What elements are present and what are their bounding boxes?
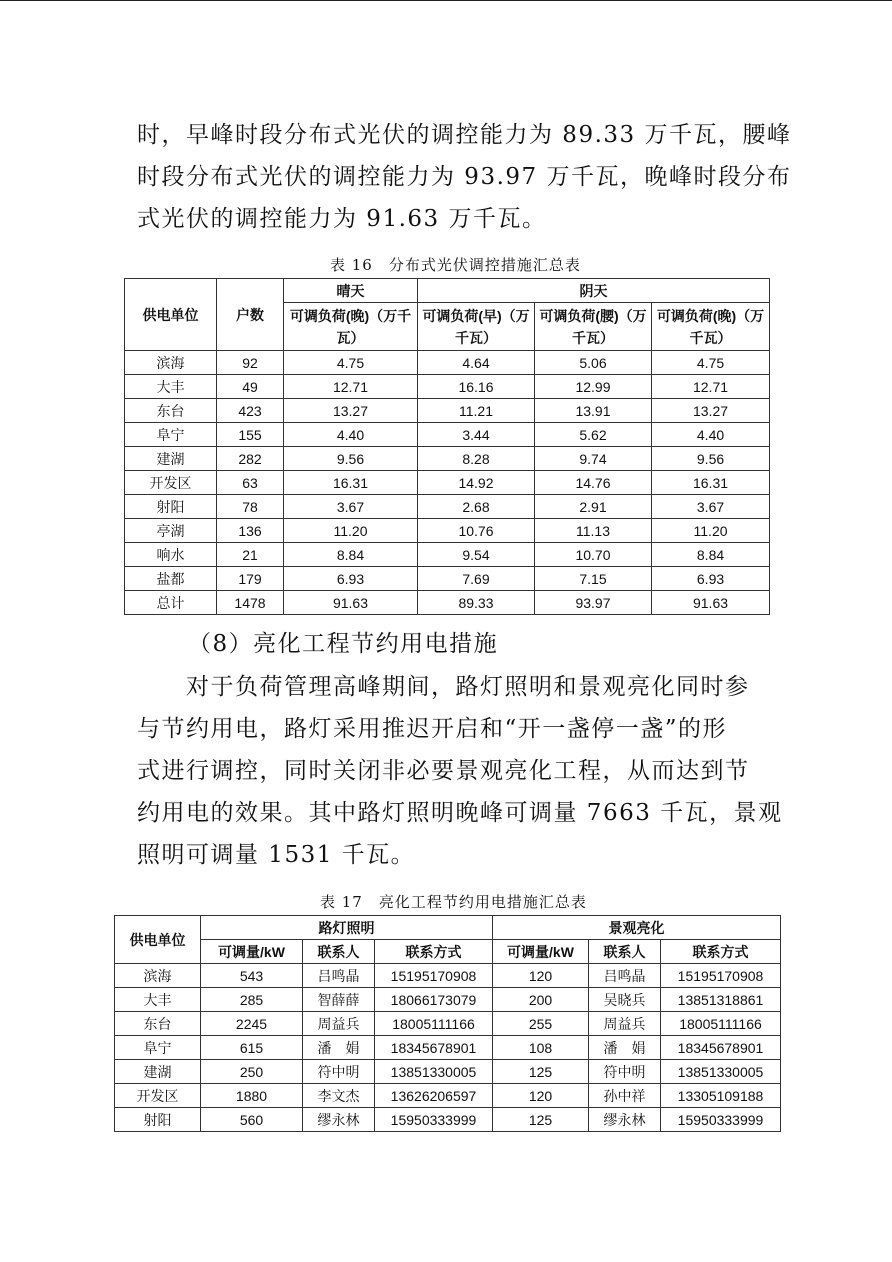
table17-lighting-measures xyxy=(114,915,781,1132)
table-cell: 9.54 xyxy=(418,543,535,567)
table-row xyxy=(115,1012,781,1036)
table-cell: 9.74 xyxy=(535,447,652,471)
table-cell: 4.75 xyxy=(284,351,418,375)
table-cell: 16.31 xyxy=(284,471,418,495)
table-cell: 4.64 xyxy=(418,351,535,375)
table-cell: 1478 xyxy=(217,591,284,615)
table-cell: 13.91 xyxy=(535,399,652,423)
table16-caption: 表 16 分布式光伏调控措施汇总表 xyxy=(330,256,581,274)
table-cell: 周益兵 xyxy=(589,1012,661,1036)
table-cell: 11.20 xyxy=(284,519,418,543)
table-cell: 16.16 xyxy=(418,375,535,399)
table-cell: 13.27 xyxy=(652,399,770,423)
table-cell: 12.99 xyxy=(535,375,652,399)
table-cell: 缪永林 xyxy=(589,1108,661,1132)
table-cell: 智薛薛 xyxy=(303,988,375,1012)
table-cell: 543 xyxy=(201,964,303,988)
col-head-unit: 供电单位 xyxy=(115,916,201,964)
row-unit-cell: 射阳 xyxy=(125,495,217,519)
table-cell: 3.67 xyxy=(284,495,418,519)
col-head-contact: 联系人 xyxy=(303,940,375,964)
table-cell: 155 xyxy=(217,423,284,447)
row-unit-cell: 盐都 xyxy=(125,567,217,591)
table-cell: 91.63 xyxy=(284,591,418,615)
table-row xyxy=(115,1108,781,1132)
table-cell: 78 xyxy=(217,495,284,519)
table-cell: 8.84 xyxy=(652,543,770,567)
table-cell: 周益兵 xyxy=(303,1012,375,1036)
table-cell: 93.97 xyxy=(535,591,652,615)
table-cell: 560 xyxy=(201,1108,303,1132)
table-cell: 125 xyxy=(493,1108,589,1132)
table-cell: 1880 xyxy=(201,1084,303,1108)
table-row xyxy=(125,423,770,447)
table-cell: 吴晓兵 xyxy=(589,988,661,1012)
table-cell: 10.76 xyxy=(418,519,535,543)
col-head-landscape-lighting: 景观亮化 xyxy=(493,916,781,940)
row-unit-cell: 射阳 xyxy=(115,1108,201,1132)
col-head-unit: 供电单位 xyxy=(125,279,217,351)
table-cell: 4.40 xyxy=(284,423,418,447)
row-unit-cell: 响水 xyxy=(125,543,217,567)
table-cell: 吕鸣晶 xyxy=(589,964,661,988)
row-unit-cell: 大丰 xyxy=(125,375,217,399)
paragraph-line: 式光伏的调控能力为 91.63 万千瓦。 xyxy=(137,206,547,232)
row-unit-cell: 开发区 xyxy=(125,471,217,495)
table-row xyxy=(125,399,770,423)
table-cell: 潘 娟 xyxy=(303,1036,375,1060)
table-cell: 18005111166 xyxy=(661,1012,781,1036)
table-cell: 6.93 xyxy=(284,567,418,591)
table-row xyxy=(115,1084,781,1108)
table-row xyxy=(125,471,770,495)
section-heading-lighting: （8）亮化工程节约用电措施 xyxy=(188,631,499,657)
table-cell: 10.70 xyxy=(535,543,652,567)
table-cell: 9.56 xyxy=(284,447,418,471)
row-unit-cell: 东台 xyxy=(115,1012,201,1036)
row-unit-cell: 建湖 xyxy=(115,1060,201,1084)
table-cell: 11.20 xyxy=(652,519,770,543)
col-head-sunny: 晴天 xyxy=(284,279,418,303)
col-head-cloudy-eve: 可调负荷(晚)（万千瓦） xyxy=(652,303,770,351)
table-cell: 13851318861 xyxy=(661,988,781,1012)
table-cell: 179 xyxy=(217,567,284,591)
table-cell: 2245 xyxy=(201,1012,303,1036)
table-cell: 6.93 xyxy=(652,567,770,591)
table-cell: 7.69 xyxy=(418,567,535,591)
col-head-contact: 联系人 xyxy=(589,940,661,964)
table-cell: 14.92 xyxy=(418,471,535,495)
table-cell: 15950333999 xyxy=(375,1108,493,1132)
table-row xyxy=(125,567,770,591)
table-cell: 吕鸣晶 xyxy=(303,964,375,988)
col-head-street-lighting: 路灯照明 xyxy=(201,916,493,940)
table-cell: 92 xyxy=(217,351,284,375)
col-head-phone: 联系方式 xyxy=(375,940,493,964)
table-cell: 15950333999 xyxy=(661,1108,781,1132)
table-cell: 8.84 xyxy=(284,543,418,567)
table16-body xyxy=(125,351,770,615)
table-row xyxy=(125,591,770,615)
paragraph-line: 与节约用电，路灯采用推迟开启和“开一盏停一盏”的形 xyxy=(137,716,728,742)
row-unit-cell: 亭湖 xyxy=(125,519,217,543)
col-head-adjust: 可调量/kW xyxy=(201,940,303,964)
table-cell: 200 xyxy=(493,988,589,1012)
row-unit-cell: 总计 xyxy=(125,591,217,615)
row-unit-cell: 建湖 xyxy=(125,447,217,471)
table-cell: 12.71 xyxy=(652,375,770,399)
table-cell: 423 xyxy=(217,399,284,423)
table-cell: 13.27 xyxy=(284,399,418,423)
col-head-adjust: 可调量/kW xyxy=(493,940,589,964)
paragraph-line: 式进行调控，同时关闭非必要景观亮化工程，从而达到节 xyxy=(137,758,750,784)
table-cell: 14.76 xyxy=(535,471,652,495)
table-cell: 7.15 xyxy=(535,567,652,591)
table-cell: 91.63 xyxy=(652,591,770,615)
table-cell: 3.67 xyxy=(652,495,770,519)
table-cell: 4.40 xyxy=(652,423,770,447)
table-cell: 125 xyxy=(493,1060,589,1084)
table-row xyxy=(125,351,770,375)
table-cell: 符中明 xyxy=(303,1060,375,1084)
table-cell: 12.71 xyxy=(284,375,418,399)
table-cell: 2.68 xyxy=(418,495,535,519)
col-head-sunny-eve: 可调负荷(晚)（万千瓦） xyxy=(284,303,418,351)
table-cell: 2.91 xyxy=(535,495,652,519)
table-cell: 11.13 xyxy=(535,519,652,543)
col-head-phone: 联系方式 xyxy=(661,940,781,964)
row-unit-cell: 东台 xyxy=(125,399,217,423)
table-cell: 11.21 xyxy=(418,399,535,423)
col-head-cloudy-morning: 可调负荷(早)（万千瓦） xyxy=(418,303,535,351)
table-row xyxy=(125,495,770,519)
table-cell: 13305109188 xyxy=(661,1084,781,1108)
row-unit-cell: 滨海 xyxy=(115,964,201,988)
table-cell: 16.31 xyxy=(652,471,770,495)
table-cell: 285 xyxy=(201,988,303,1012)
table-cell: 李文杰 xyxy=(303,1084,375,1108)
table-cell: 49 xyxy=(217,375,284,399)
row-unit-cell: 阜宁 xyxy=(125,423,217,447)
table-cell: 108 xyxy=(493,1036,589,1060)
table-cell: 孙中祥 xyxy=(589,1084,661,1108)
table-cell: 4.75 xyxy=(652,351,770,375)
table-cell: 282 xyxy=(217,447,284,471)
table-cell: 120 xyxy=(493,964,589,988)
paragraph-line: 约用电的效果。其中路灯照明晚峰可调量 7663 千瓦，景观 xyxy=(137,800,783,826)
table-cell: 3.44 xyxy=(418,423,535,447)
paragraph-line: 时段分布式光伏的调控能力为 93.97 万千瓦，晚峰时段分布 xyxy=(137,164,792,190)
table-cell: 13626206597 xyxy=(375,1084,493,1108)
paragraph-line: 照明可调量 1531 千瓦。 xyxy=(137,842,416,868)
table17-body xyxy=(115,964,781,1132)
table-cell: 符中明 xyxy=(589,1060,661,1084)
table-row xyxy=(125,543,770,567)
table-cell: 潘 娟 xyxy=(589,1036,661,1060)
table-cell: 615 xyxy=(201,1036,303,1060)
col-head-cloudy-noon: 可调负荷(腰)（万千瓦） xyxy=(535,303,652,351)
table-cell: 15195170908 xyxy=(661,964,781,988)
col-head-cloudy: 阴天 xyxy=(418,279,770,303)
table-row xyxy=(115,1060,781,1084)
table-cell: 5.06 xyxy=(535,351,652,375)
row-unit-cell: 大丰 xyxy=(115,988,201,1012)
table-cell: 250 xyxy=(201,1060,303,1084)
row-unit-cell: 阜宁 xyxy=(115,1036,201,1060)
table-cell: 136 xyxy=(217,519,284,543)
table-cell: 18005111166 xyxy=(375,1012,493,1036)
paragraph-line: 时，早峰时段分布式光伏的调控能力为 89.33 万千瓦，腰峰 xyxy=(137,122,792,148)
table-row xyxy=(125,375,770,399)
table-row xyxy=(115,988,781,1012)
table-cell: 8.28 xyxy=(418,447,535,471)
table-cell: 15195170908 xyxy=(375,964,493,988)
table-cell: 21 xyxy=(217,543,284,567)
table-cell: 13851330005 xyxy=(375,1060,493,1084)
paragraph-solar-capacity xyxy=(137,114,792,240)
row-unit-cell: 开发区 xyxy=(115,1084,201,1108)
col-head-count: 户数 xyxy=(217,279,284,351)
table-row xyxy=(125,447,770,471)
table16-solar-measures xyxy=(124,278,770,615)
table-cell: 13851330005 xyxy=(661,1060,781,1084)
table-row xyxy=(125,519,770,543)
table-cell: 18345678901 xyxy=(375,1036,493,1060)
paragraph-lighting-savings xyxy=(137,666,783,876)
page-top-border xyxy=(0,0,892,1)
row-unit-cell: 滨海 xyxy=(125,351,217,375)
table-row xyxy=(115,1036,781,1060)
table-cell: 18345678901 xyxy=(661,1036,781,1060)
paragraph-line: 对于负荷管理高峰期间，路灯照明和景观亮化同时参 xyxy=(137,674,750,700)
table-cell: 缪永林 xyxy=(303,1108,375,1132)
table-cell: 63 xyxy=(217,471,284,495)
table17-caption: 表 17 亮化工程节约用电措施汇总表 xyxy=(320,893,587,911)
table-row xyxy=(115,964,781,988)
table-cell: 120 xyxy=(493,1084,589,1108)
table-cell: 5.62 xyxy=(535,423,652,447)
table-cell: 18066173079 xyxy=(375,988,493,1012)
table-cell: 89.33 xyxy=(418,591,535,615)
table-cell: 255 xyxy=(493,1012,589,1036)
table-cell: 9.56 xyxy=(652,447,770,471)
